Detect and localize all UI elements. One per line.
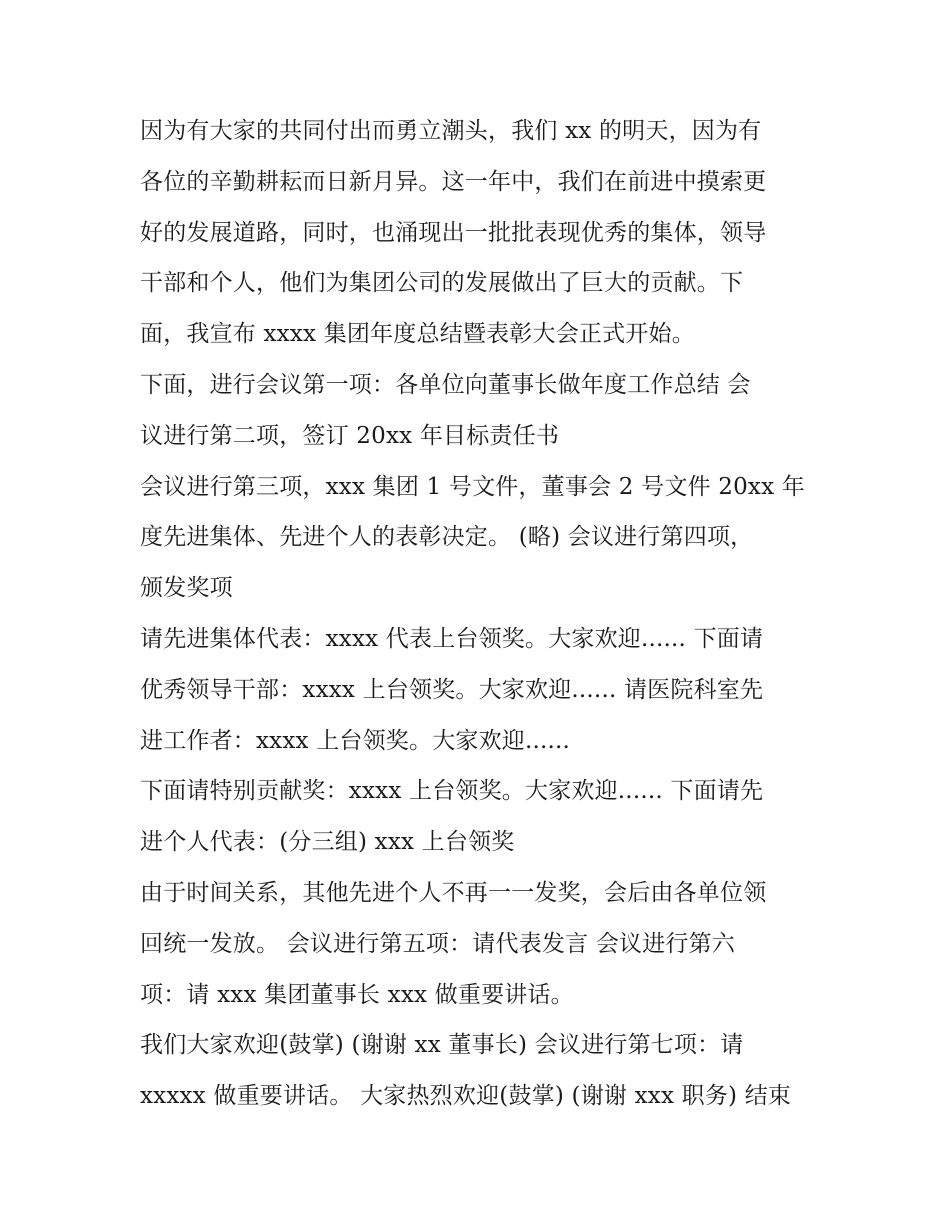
text-line: xxxxx 做重要讲话。 大家热烈欢迎(鼓掌) (谢谢 xxx 职务) 结束 [140,1083,792,1110]
text-line: 颁发奖项 [140,575,233,602]
text-line: 面，我宣布 xxxx 集团年度总结暨表彰大会正式开始。 [140,321,695,348]
text-line: 优秀领导干部：xxxx 上台领奖。大家欢迎...... 请医院科室先 [140,676,764,703]
text-line: 项：请 xxx 集团董事长 xxx 做重要讲话。 [140,981,574,1008]
text-line: 会议进行第三项，xxx 集团 1 号文件，董事会 2 号文件 20xx 年 [140,473,805,500]
text-line: 干部和个人，他们为集团公司的发展做出了巨大的贡献。下 [140,270,744,297]
text-line: 请先进集体代表：xxxx 代表上台领奖。大家欢迎...... 下面请 [140,625,764,652]
text-line: 我们大家欢迎(鼓掌) (谢谢 xx 董事长) 会议进行第七项：请 [140,1032,744,1059]
text-line: 进工作者：xxxx 上台领奖。大家欢迎...... [140,727,571,754]
text-line: 各位的辛勤耕耘而日新月异。这一年中，我们在前进中摸索更 [140,168,767,195]
text-line: 好的发展道路，同时，也涌现出一批批表现优秀的集体，领导 [140,219,767,246]
body-text [140,106,830,1122]
text-line: 下面请特别贡献奖：xxxx 上台领奖。大家欢迎...... 下面请先 [140,778,764,805]
text-line: 进个人代表：(分三组) xxx 上台领奖 [140,829,515,856]
text-line: 回统一发放。 会议进行第五项：请代表发言 会议进行第六 [140,930,736,957]
text-line: 因为有大家的共同付出而勇立潮头，我们 xx 的明天，因为有 [140,118,762,144]
text-line: 由于时间关系，其他先进个人不再一一发奖，会后由各单位领 [140,879,767,906]
text-line: 下面，进行会议第一项：各单位向董事长做年度工作总结 会 [140,371,751,398]
text-line: 度先进集体、先进个人的表彰决定。 (略) 会议进行第四项， [140,524,754,551]
text-line: 议进行第二项，签订 20xx 年目标责任书 [140,422,560,449]
